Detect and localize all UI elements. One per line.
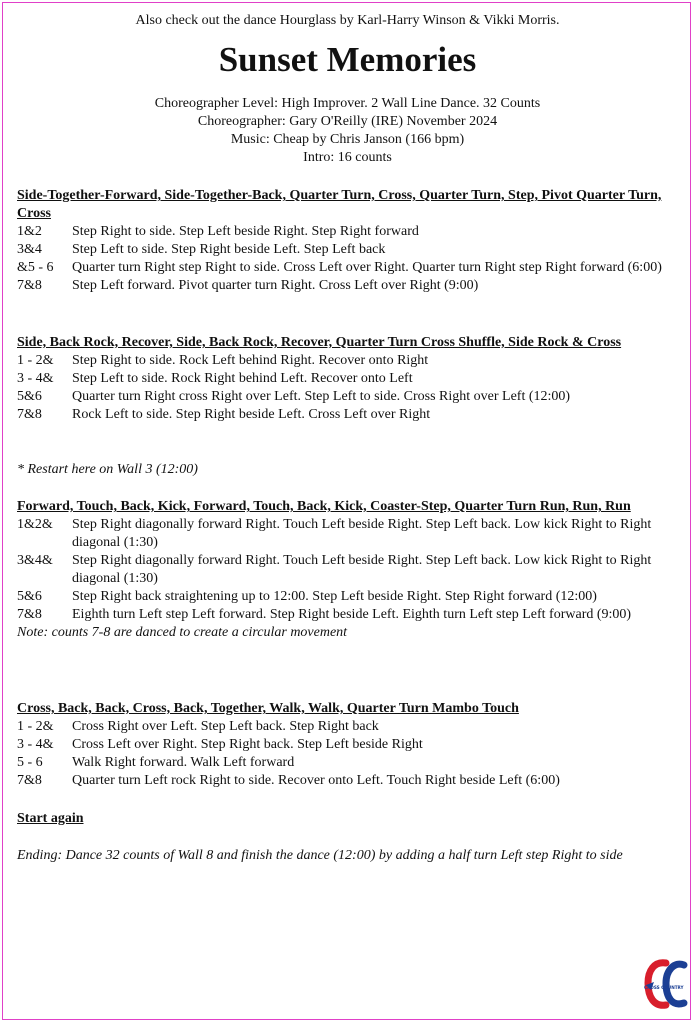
step-row — [17, 388, 681, 406]
step-count: 3&4 — [17, 242, 42, 257]
step-description: Step Right to side. Step Left beside Right. Step Right forward — [72, 224, 419, 239]
step-row — [17, 352, 681, 370]
step-count: 1&2& — [17, 517, 53, 532]
step-description: Quarter turn Right cross Right over Left. Step Left to side. Cross Right over Left (12:00) — [72, 389, 571, 404]
section-heading: Side, Back Rock, Recover, Side, Back Rock, Recover, Quarter Turn Cross Shuffle, Side Rock & Cross — [17, 335, 622, 350]
step-description: Quarter turn Right step Right to side. Cross Left over Right. Quarter turn Right step Right forward (6:00) — [72, 260, 662, 275]
step-row — [17, 223, 681, 241]
section-heading: Side-Together-Forward, Side-Together-Back, Quarter Turn, Cross, Quarter Turn, Step, Pivot Quarter Turn, Cross — [17, 188, 662, 221]
step-row — [17, 552, 681, 588]
step-count: 7&8 — [17, 773, 42, 788]
step-row — [17, 259, 681, 277]
section-heading: Forward, Touch, Back, Kick, Forward, Touch, Back, Kick, Coaster-Step, Quarter Turn Run, Run, Run — [17, 499, 631, 514]
step-description: Step Right diagonally forward Right. Touch Left beside Right. Step Left back. Low kick Right to Right diagonal (1:30) — [72, 553, 652, 586]
step-row — [17, 516, 681, 552]
step-description: Cross Left over Right. Step Right back. Step Left beside Right — [72, 737, 423, 752]
logo-text: CROSS COUNTRY — [644, 985, 684, 990]
ending-note: Ending: Dance 32 counts of Wall 8 and finish the dance (12:00) by adding a half turn Left step Right to side — [17, 848, 623, 863]
step-description: Step Left to side. Rock Right behind Left. Recover onto Left — [72, 371, 413, 386]
music: Music: Cheap by Chris Janson (166 bpm) — [230, 132, 465, 147]
step-count: 7&8 — [17, 278, 42, 293]
choreographer: Choreographer: Gary O'Reilly (IRE) November 2024 — [197, 114, 498, 129]
step-description: Step Left to side. Step Right beside Left. Step Left back — [72, 242, 386, 257]
step-row — [17, 588, 681, 606]
step-description: Eighth turn Left step Left forward. Step Right beside Left. Eighth turn Left step Left forward (9:00) — [72, 607, 632, 622]
step-count: 3&4& — [17, 553, 53, 568]
step-row — [17, 370, 681, 388]
step-count: 7&8 — [17, 407, 42, 422]
step-row — [17, 718, 681, 736]
step-description: Rock Left to side. Step Right beside Left. Cross Left over Right — [72, 407, 431, 422]
step-row — [17, 736, 681, 754]
section-1 — [17, 187, 681, 295]
step-description: Step Right diagonally forward Right. Touch Left beside Right. Step Left back. Low kick Right to Right diagonal (1:30) — [72, 517, 652, 550]
cross-country-logo-icon — [640, 955, 690, 1015]
step-row — [17, 606, 681, 624]
section-3 — [17, 498, 681, 642]
circular-movement-note: Note: counts 7-8 are danced to create a circular movement — [17, 625, 348, 640]
step-row — [17, 754, 681, 772]
step-description: Cross Right over Left. Step Left back. Step Right back — [72, 719, 379, 734]
step-row — [17, 241, 681, 259]
step-description: Quarter turn Left rock Right to side. Recover onto Left. Touch Right beside Left (6:00) — [72, 773, 560, 788]
step-description: Walk Right forward. Walk Left forward — [72, 755, 295, 770]
step-count: 1 - 2& — [17, 719, 54, 734]
page-title: Sunset Memories — [218, 40, 477, 79]
top-note: Also check out the dance Hourglass by Karl-Harry Winson & Vikki Morris. — [135, 13, 560, 28]
step-count: 7&8 — [17, 607, 42, 622]
start-again: Start again — [17, 811, 84, 826]
section-4 — [17, 700, 681, 790]
step-count: 5&6 — [17, 589, 42, 604]
step-count: 3 - 4& — [17, 371, 54, 386]
choreographer-level: Choreographer Level: High Improver. 2 Wall Line Dance. 32 Counts — [154, 96, 541, 111]
step-row — [17, 772, 681, 790]
restart-note: * Restart here on Wall 3 (12:00) — [17, 462, 198, 477]
step-count: 5 - 6 — [17, 755, 43, 770]
step-count: 5&6 — [17, 389, 42, 404]
step-description: Step Left forward. Pivot quarter turn Right. Cross Left over Right (9:00) — [72, 278, 479, 293]
step-description: Step Right to side. Rock Left behind Right. Recover onto Right — [72, 353, 429, 368]
intro: Intro: 16 counts — [303, 150, 392, 165]
step-count: &5 - 6 — [17, 260, 54, 275]
step-count: 1 - 2& — [17, 353, 54, 368]
step-row — [17, 277, 681, 295]
step-row — [17, 406, 681, 424]
step-count: 3 - 4& — [17, 737, 54, 752]
section-heading: Cross, Back, Back, Cross, Back, Together, Walk, Walk, Quarter Turn Mambo Touch — [17, 701, 519, 716]
section-2 — [17, 334, 681, 424]
step-description: Step Right back straightening up to 12:00. Step Left beside Right. Step Right forward (12:00) — [72, 589, 597, 604]
dance-info — [0, 95, 695, 167]
step-count: 1&2 — [17, 224, 42, 239]
